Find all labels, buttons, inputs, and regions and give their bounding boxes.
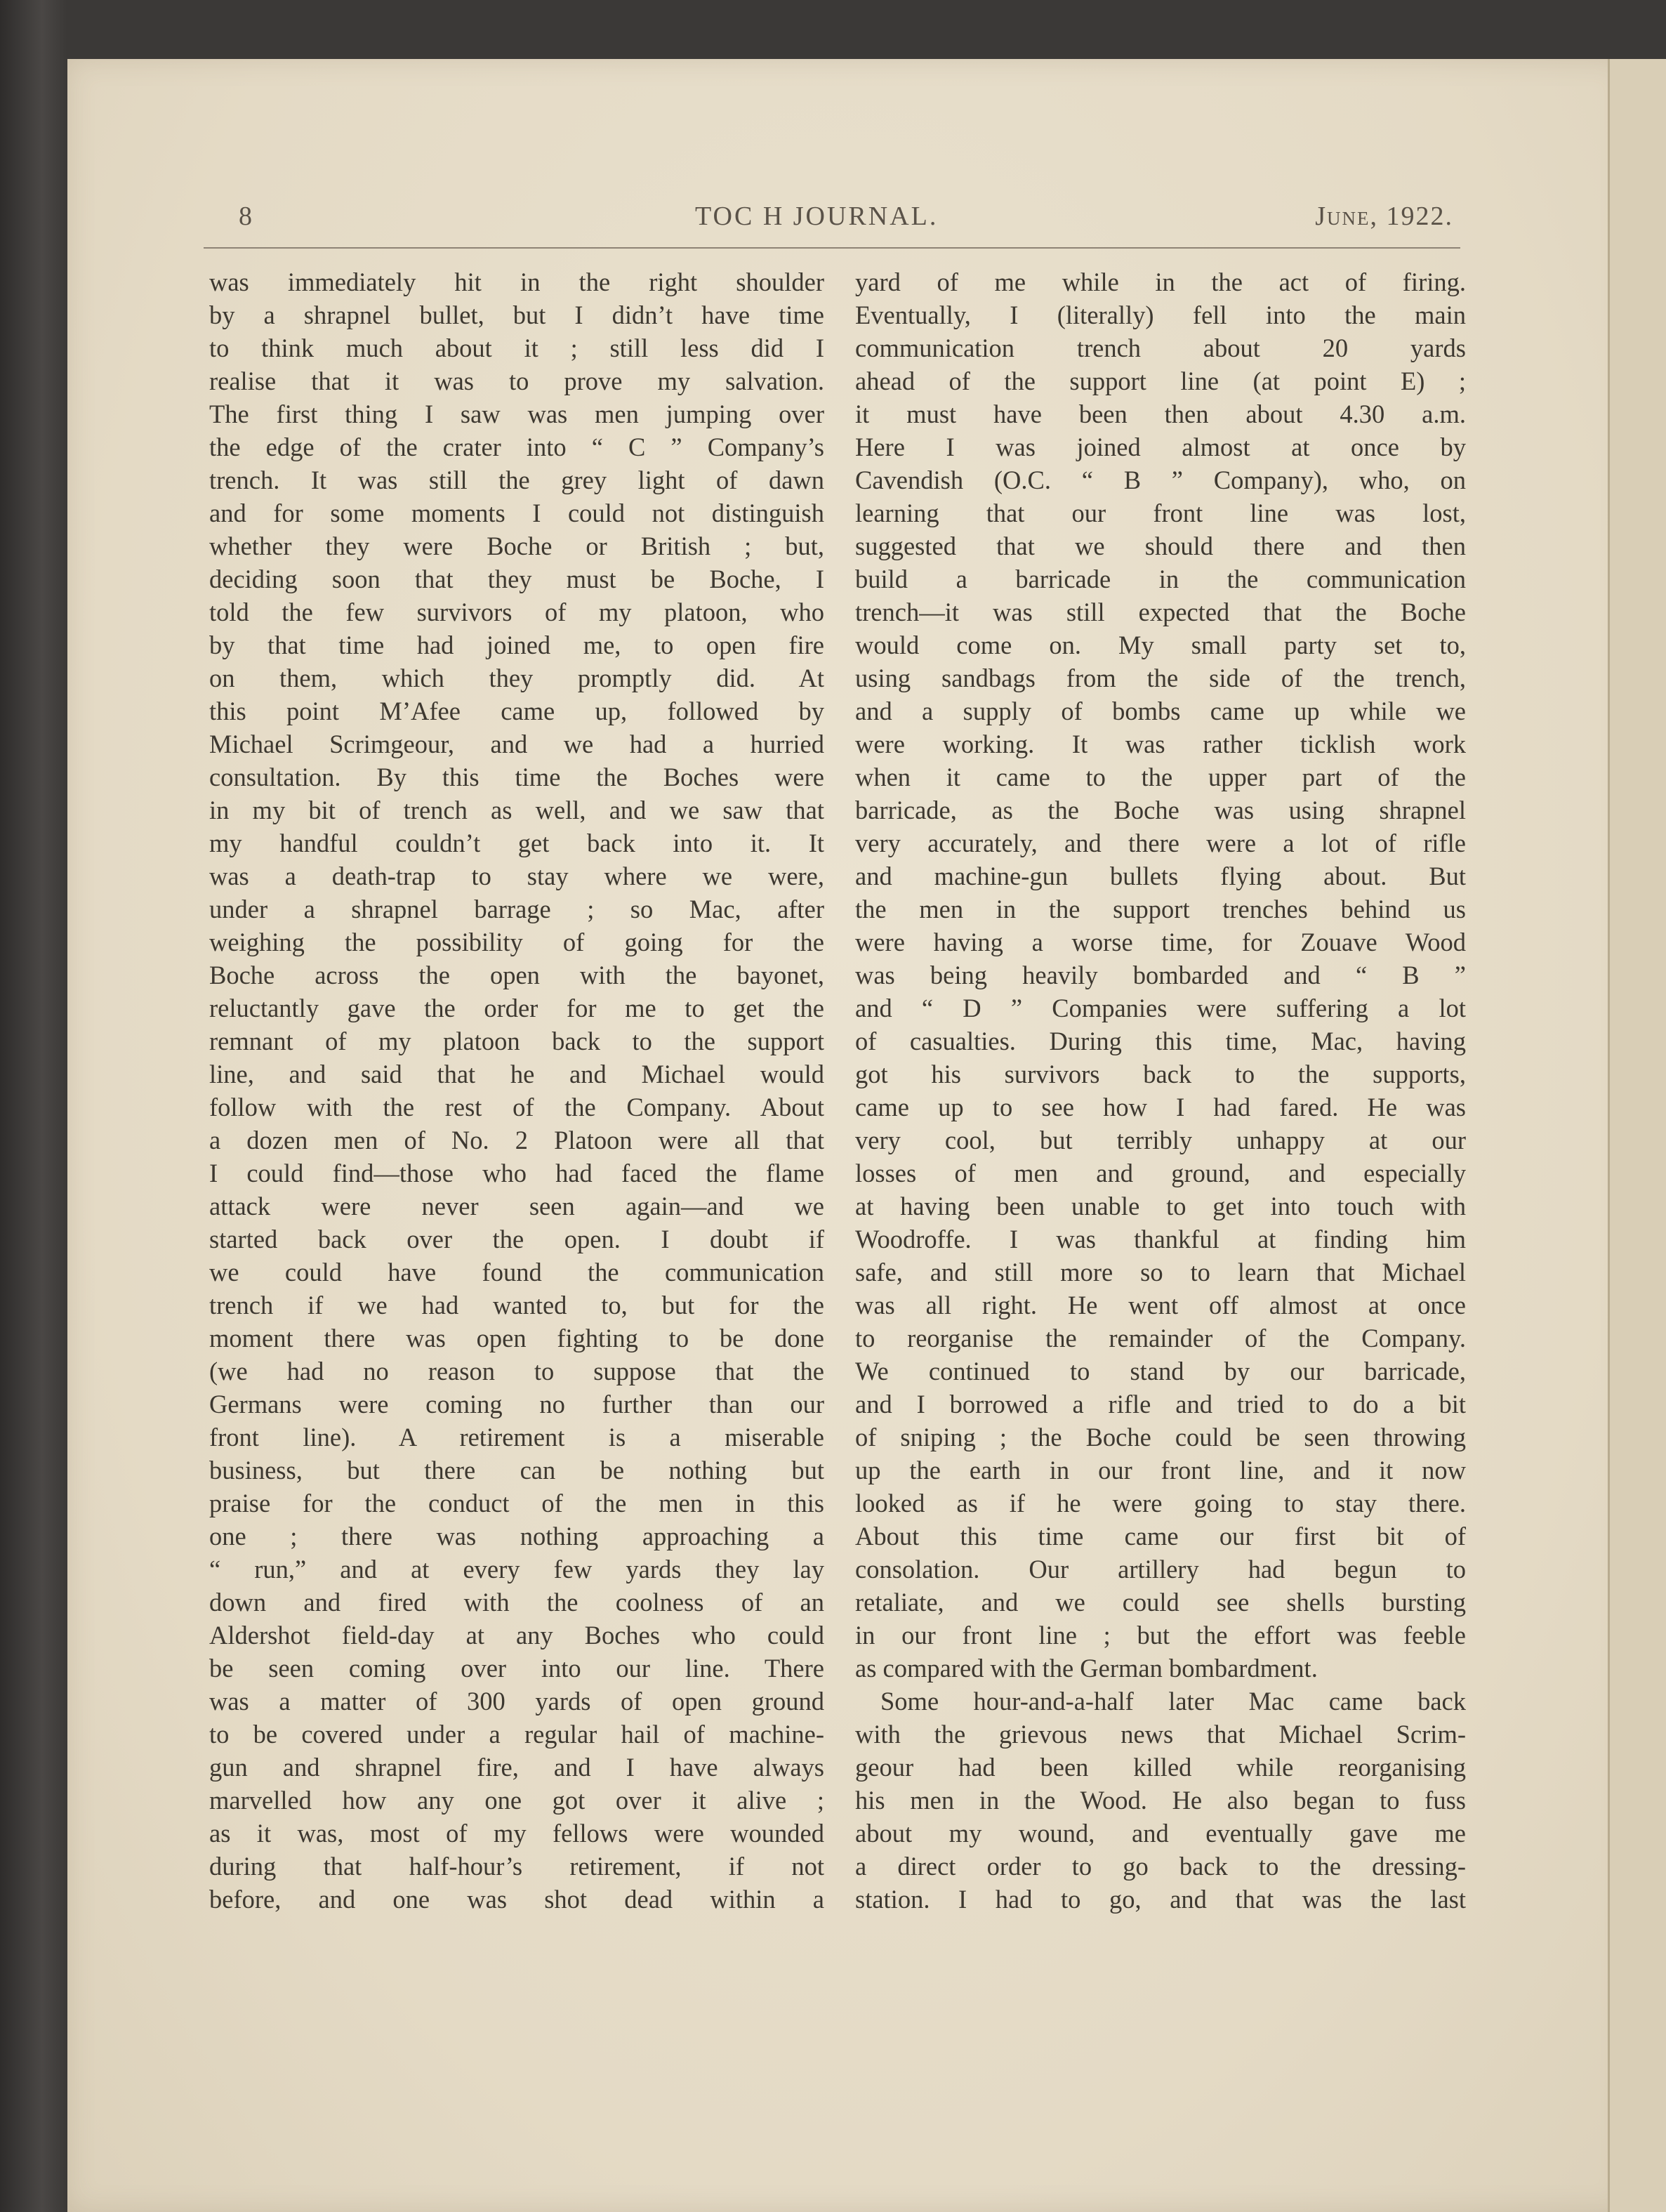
- text-line: praise for the conduct of the men in this: [209, 1489, 824, 1518]
- next-page-edge: [1608, 59, 1666, 2212]
- text-line: on them, which they promptly did. At: [209, 664, 824, 692]
- text-line: with the grievous news that Michael Scrim-: [855, 1720, 1466, 1749]
- text-line: of casualties. During this time, Mac, having: [855, 1027, 1466, 1055]
- text-line: and a supply of bombs came up while we: [855, 697, 1466, 725]
- text-line: by that time had joined me, to open fire: [209, 631, 824, 659]
- text-line: suggested that we should there and then: [855, 532, 1466, 560]
- text-line: Some hour-and-a-half later Mac came back: [880, 1687, 1466, 1716]
- text-line: one ; there was nothing approaching a: [209, 1522, 824, 1551]
- text-line: my handful couldn’t get back into it. It: [209, 829, 824, 857]
- text-line: would come on. My small party set to,: [855, 631, 1466, 659]
- text-line: the edge of the crater into “ C ” Company’s: [209, 433, 824, 461]
- text-line: We continued to stand by our barricade,: [855, 1357, 1466, 1385]
- text-line: “ run,” and at every few yards they lay: [209, 1555, 824, 1584]
- text-line: before, and one was shot dead within a: [209, 1885, 824, 1914]
- text-line: Aldershot field-day at any Boches who could: [209, 1621, 824, 1650]
- text-line: at having been unable to get into touch with: [855, 1192, 1466, 1220]
- text-line: in my bit of trench as well, and we saw that: [209, 796, 824, 824]
- text-line: be seen coming over into our line. There: [209, 1654, 824, 1683]
- text-line: trench if we had wanted to, but for the: [209, 1291, 824, 1319]
- text-line: build a barricade in the communication: [855, 565, 1466, 593]
- text-line: of sniping ; the Boche could be seen throwing: [855, 1423, 1466, 1451]
- text-line: to reorganise the remainder of the Company.: [855, 1324, 1466, 1352]
- text-line: consolation. Our artillery had begun to: [855, 1555, 1466, 1584]
- running-header: [239, 201, 1453, 243]
- text-line: were having a worse time, for Zouave Wood: [855, 928, 1466, 956]
- text-line: marvelled how any one got over it alive ;: [209, 1786, 824, 1815]
- text-line: Michael Scrimgeour, and we had a hurried: [209, 730, 824, 758]
- text-line: learning that our front line was lost,: [855, 499, 1466, 527]
- text-line: as it was, most of my fellows were wounded: [209, 1819, 824, 1848]
- text-line: front line). A retirement is a miserable: [209, 1423, 824, 1451]
- left-column: [209, 265, 824, 1916]
- text-line: station. I had to go, and that was the last: [855, 1885, 1466, 1914]
- text-line: Boche across the open with the bayonet,: [209, 961, 824, 989]
- text-line: in our front line ; but the effort was feeble: [855, 1621, 1466, 1650]
- text-line: under a shrapnel barrage ; so Mac, after: [209, 895, 824, 923]
- text-line: told the few survivors of my platoon, who: [209, 598, 824, 626]
- page-number: 8: [239, 202, 252, 231]
- text-line: gun and shrapnel fire, and I have always: [209, 1753, 824, 1782]
- text-line: The first thing I saw was men jumping over: [209, 400, 824, 428]
- text-line: reluctantly gave the order for me to get the: [209, 994, 824, 1022]
- text-line: trench. It was still the grey light of dawn: [209, 466, 824, 494]
- text-line: when it came to the upper part of the: [855, 763, 1466, 791]
- text-line: the men in the support trenches behind us: [855, 895, 1466, 923]
- text-line: and “ D ” Companies were suffering a lot: [855, 994, 1466, 1022]
- right-column: [855, 265, 1466, 1916]
- text-line: was immediately hit in the right shoulder: [209, 268, 824, 296]
- text-line: a direct order to go back to the dressing-: [855, 1852, 1466, 1881]
- text-line: up the earth in our front line, and it now: [855, 1456, 1466, 1484]
- text-line: losses of men and ground, and especially: [855, 1159, 1466, 1187]
- text-line: safe, and still more so to learn that Michael: [855, 1258, 1466, 1286]
- text-line: got his survivors back to the supports,: [855, 1060, 1466, 1088]
- text-line: down and fired with the coolness of an: [209, 1588, 824, 1617]
- text-line: I could find—those who had faced the flame: [209, 1159, 824, 1187]
- text-line: his men in the Wood. He also began to fuss: [855, 1786, 1466, 1815]
- text-line: deciding soon that they must be Boche, I: [209, 565, 824, 593]
- text-line: ahead of the support line (at point E) ;: [855, 367, 1466, 395]
- text-line: line, and said that he and Michael would: [209, 1060, 824, 1088]
- text-line: looked as if he were going to stay there.: [855, 1489, 1466, 1518]
- text-line: using sandbags from the side of the trench,: [855, 664, 1466, 692]
- text-line: a dozen men of No. 2 Platoon were all that: [209, 1126, 824, 1154]
- text-line: was all right. He went off almost at once: [855, 1291, 1466, 1319]
- text-line: and I borrowed a rifle and tried to do a bit: [855, 1390, 1466, 1418]
- text-line: weighing the possibility of going for the: [209, 928, 824, 956]
- text-line: consultation. By this time the Boches were: [209, 763, 824, 791]
- text-line: very cool, but terribly unhappy at our: [855, 1126, 1466, 1154]
- text-line: barricade, as the Boche was using shrapnel: [855, 796, 1466, 824]
- text-line: yard of me while in the act of firing.: [855, 268, 1466, 296]
- text-line: and machine-gun bullets flying about. But: [855, 862, 1466, 890]
- text-line: Germans were coming no further than our: [209, 1390, 824, 1418]
- text-line: retaliate, and we could see shells bursting: [855, 1588, 1466, 1617]
- text-line: moment there was open fighting to be done: [209, 1324, 824, 1352]
- text-line: was a matter of 300 yards of open ground: [209, 1687, 824, 1716]
- text-line: trench—it was still expected that the Boche: [855, 598, 1466, 626]
- journal-title: TOC H JOURNAL.: [695, 202, 939, 231]
- text-line: we could have found the communication: [209, 1258, 824, 1286]
- text-line: business, but there can be nothing but: [209, 1456, 824, 1484]
- text-line: Eventually, I (literally) fell into the main: [855, 301, 1466, 329]
- text-line: whether they were Boche or British ; but,: [209, 532, 824, 560]
- right-column-paragraph-2: [855, 1685, 1466, 1916]
- text-line: during that half-hour’s retirement, if not: [209, 1852, 824, 1881]
- text-line: to think much about it ; still less did I: [209, 334, 824, 362]
- text-line: was being heavily bombarded and “ B ”: [855, 961, 1466, 989]
- text-line: About this time came our first bit of: [855, 1522, 1466, 1551]
- text-line: was a death-trap to stay where we were,: [209, 862, 824, 890]
- text-line: Here I was joined almost at once by: [855, 433, 1466, 461]
- text-line: attack were never seen again—and we: [209, 1192, 824, 1220]
- header-rule: [204, 247, 1460, 249]
- text-line: were working. It was rather ticklish work: [855, 730, 1466, 758]
- text-line: about my wound, and eventually gave me: [855, 1819, 1466, 1848]
- text-line: and for some moments I could not distinguish: [209, 499, 824, 527]
- text-line: as compared with the German bombardment.: [855, 1654, 1318, 1683]
- text-line: communication trench about 20 yards: [855, 334, 1466, 362]
- text-line: to be covered under a regular hail of machine-: [209, 1720, 824, 1749]
- text-line: came up to see how I had fared. He was: [855, 1093, 1466, 1121]
- text-line: very accurately, and there were a lot of rifle: [855, 829, 1466, 857]
- right-column-paragraph-1: [855, 265, 1466, 1685]
- text-line: this point M’Afee came up, followed by: [209, 697, 824, 725]
- text-line: (we had no reason to suppose that the: [209, 1357, 824, 1385]
- text-line: by a shrapnel bullet, but I didn’t have time: [209, 301, 824, 329]
- text-line: Cavendish (O.C. “ B ” Company), who, on: [855, 466, 1466, 494]
- issue-date: June, 1922.: [1315, 202, 1453, 231]
- text-line: realise that it was to prove my salvation.: [209, 367, 824, 395]
- text-line: it must have been then about 4.30 a.m.: [855, 400, 1466, 428]
- text-line: geour had been killed while reorganising: [855, 1753, 1466, 1782]
- text-line: remnant of my platoon back to the support: [209, 1027, 824, 1055]
- text-line: Woodroffe. I was thankful at finding him: [855, 1225, 1466, 1253]
- left-column-text: [209, 265, 824, 1916]
- text-line: started back over the open. I doubt if: [209, 1225, 824, 1253]
- text-line: follow with the rest of the Company. About: [209, 1093, 824, 1121]
